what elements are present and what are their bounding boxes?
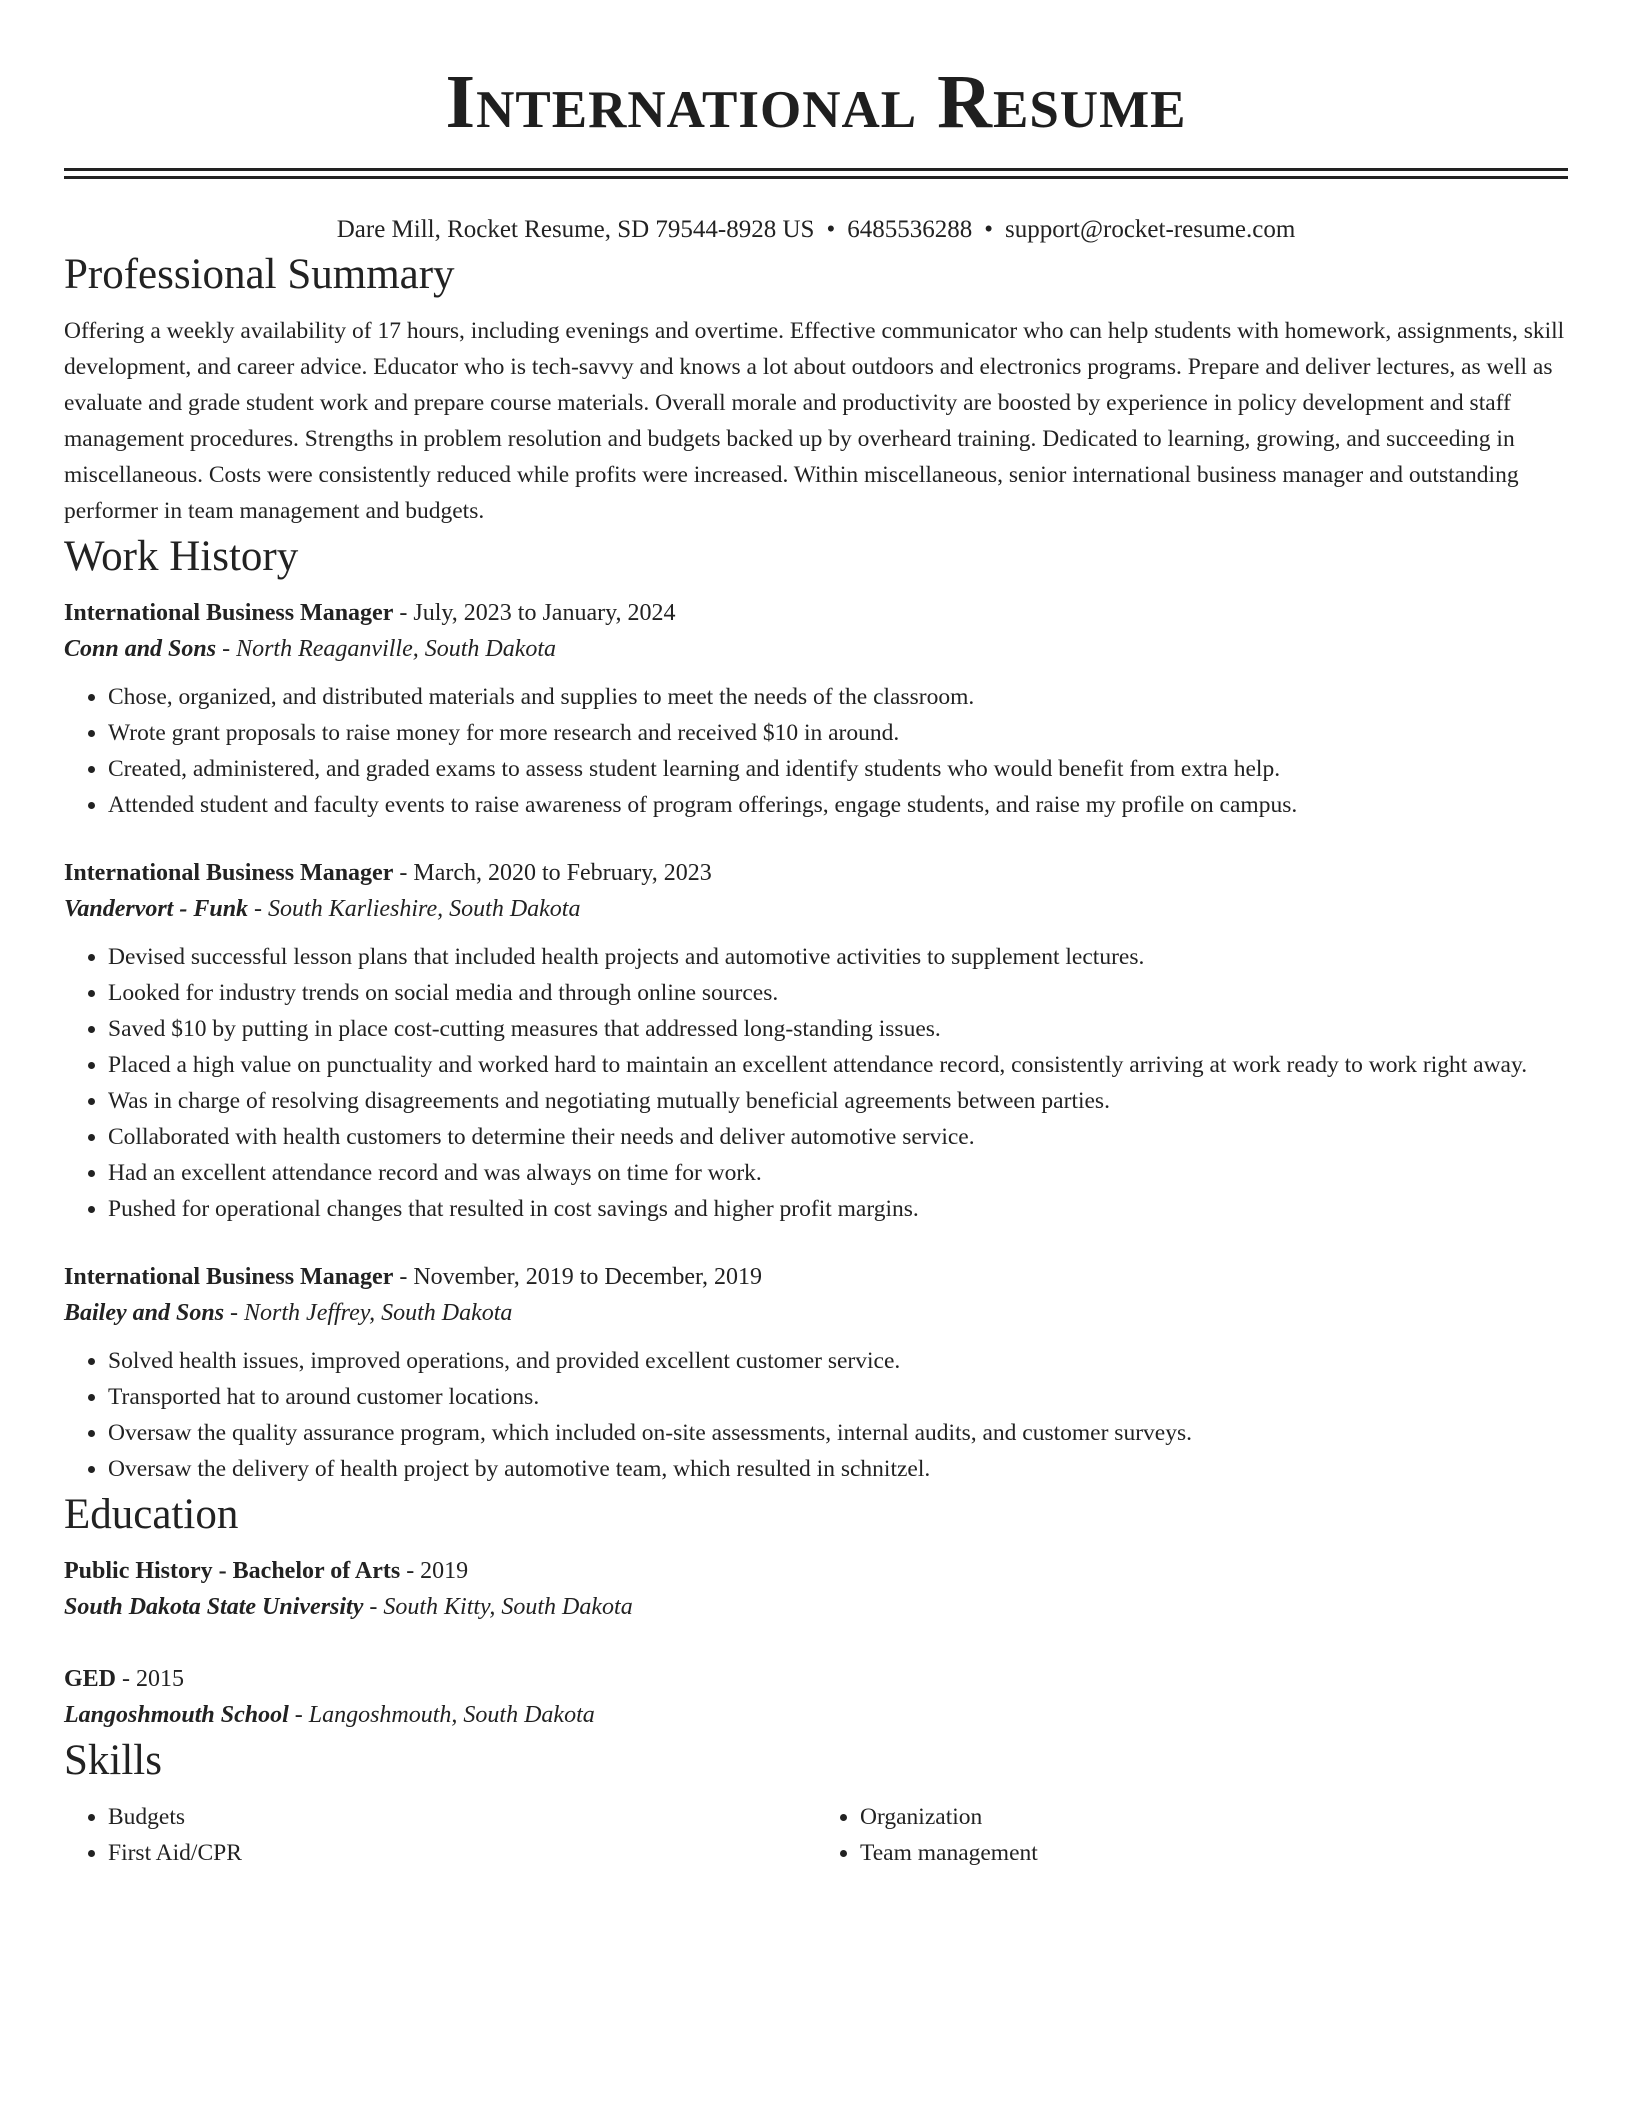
job-dates: - November, 2019 to December, 2019	[393, 1264, 762, 1290]
job-location: - North Jeffrey, South Dakota	[224, 1300, 513, 1326]
job-entry	[64, 855, 1568, 1227]
job-bullet-item: • Transported hat to around customer locations.	[108, 1379, 1568, 1415]
job-bullet-item: • Wrote grant proposals to raise money for more research and received $10 in around.	[108, 715, 1568, 751]
job-bullet-item: • Placed a high value on punctuality and worked hard to maintain an excellent attendance record, consistently arriving at work ready to work right away.	[108, 1047, 1568, 1083]
education-list	[64, 1553, 1568, 1733]
job-location: - North Reaganville, South Dakota	[216, 636, 557, 662]
job-dates: - July, 2023 to January, 2024	[393, 600, 676, 626]
skill-item: • Budgets	[108, 1799, 816, 1835]
skills-column-right	[816, 1799, 1568, 1871]
job-title: International Business Manager	[64, 600, 394, 626]
education-location: - Langoshmouth, South Dakota	[288, 1702, 595, 1728]
skill-item: • First Aid/CPR	[108, 1835, 816, 1871]
education-degree: Public History - Bachelor of Arts	[64, 1558, 401, 1584]
education-entry	[64, 1661, 1568, 1733]
job-bullet-item: • Solved health issues, improved operations, and provided excellent customer service.	[108, 1343, 1568, 1379]
job-bullet-item: • Oversaw the quality assurance program, which included on-site assessments, internal audits, and customer surveys.	[108, 1415, 1568, 1451]
resume-title: International Resume	[445, 60, 1187, 144]
education-school-line	[64, 1697, 1568, 1733]
job-bullet-item: • Had an excellent attendance record and was always on time for work.	[108, 1155, 1568, 1191]
skills-list	[64, 1799, 1568, 1871]
job-company-line	[64, 631, 1568, 667]
skills-heading: Skills	[64, 1737, 162, 1784]
education-school: South Dakota State University	[64, 1594, 364, 1620]
job-bullet-item: • Was in charge of resolving disagreements and negotiating mutually beneficial agreements between parties.	[108, 1083, 1568, 1119]
job-company: Conn and Sons	[64, 636, 217, 662]
job-company-line	[64, 1295, 1568, 1331]
job-bullet-item: • Pushed for operational changes that resulted in cost savings and higher profit margins.	[108, 1191, 1568, 1227]
job-company-line	[64, 891, 1568, 927]
contact-email: support@rocket-resume.com	[1004, 216, 1296, 243]
work-history-heading: Work History	[64, 533, 299, 580]
job-bullet-item: • Created, administered, and graded exams to assess student learning and identify students who would benefit from extra help.	[108, 751, 1568, 787]
education-degree: GED	[64, 1666, 117, 1692]
education-school-line	[64, 1589, 1568, 1625]
contact-line	[64, 213, 1568, 247]
contact-separator: •	[826, 216, 836, 243]
education-year: - 2019	[400, 1558, 469, 1584]
job-bullets	[64, 1343, 1568, 1487]
education-school: Langoshmouth School	[64, 1702, 289, 1728]
job-bullets	[64, 679, 1568, 823]
education-location: - South Kitty, South Dakota	[363, 1594, 633, 1620]
resume-content	[64, 0, 1568, 1871]
contact-separator: •	[984, 216, 993, 243]
job-bullet-item: • Looked for industry trends on social media and through online sources.	[108, 975, 1568, 1011]
job-bullet-item: • Saved $10 by putting in place cost-cutting measures that addressed long-standing issues.	[108, 1011, 1568, 1047]
title-double-rule	[64, 168, 1568, 179]
job-dates: - March, 2020 to February, 2023	[393, 860, 712, 886]
work-history-list	[64, 595, 1568, 1487]
job-company: Vandervort - Funk	[64, 896, 249, 922]
education-degree-line	[64, 1661, 1568, 1697]
education-degree-line	[64, 1553, 1568, 1589]
job-bullet-item: • Oversaw the delivery of health project by automotive team, which resulted in schnitzel.	[108, 1451, 1568, 1487]
job-title: International Business Manager	[64, 1264, 394, 1290]
job-bullet-item: • Chose, organized, and distributed materials and supplies to meet the needs of the classroom.	[108, 679, 1568, 715]
job-title-line	[64, 595, 1568, 631]
summary-heading: Professional Summary	[64, 251, 455, 298]
contact-address: Dare Mill, Rocket Resume, SD 79544-8928 US	[336, 216, 815, 243]
job-entry	[64, 595, 1568, 823]
job-title-line	[64, 855, 1568, 891]
education-year: - 2015	[116, 1666, 185, 1692]
skills-column-left	[64, 1799, 816, 1871]
job-company: Bailey and Sons	[64, 1300, 225, 1326]
job-title-line	[64, 1259, 1568, 1295]
job-bullet-item: • Devised successful lesson plans that included health projects and automotive activities to supplement lectures.	[108, 939, 1568, 975]
job-entry	[64, 1259, 1568, 1487]
job-title: International Business Manager	[64, 860, 394, 886]
education-entry	[64, 1553, 1568, 1625]
summary-text: Offering a weekly availability of 17 hours, including evenings and overtime. Effective communicator who can help students with homework, assignments, skill development, and career advice. Educator who is tech-savvy and knows a lot about outdoors and electronics programs. Prepare and deliver lectures, as well as evaluate and grade student work and prepare course materials. Overall morale and productivity are boosted by experience in policy development and staff management procedures. Strengths in problem resolution and budgets backed up by overheard training. Dedicated to learning, growing, and succeeding in miscellaneous. Costs were consistently reduced while profits were increased. Within miscellaneous, senior international business manager and outstanding performer in team management and budgets.	[64, 318, 1565, 524]
job-location: - South Karlieshire, South Dakota	[248, 896, 581, 922]
contact-phone: 6485536288	[847, 216, 973, 243]
job-bullets	[64, 939, 1568, 1227]
job-bullet-item: • Collaborated with health customers to determine their needs and deliver automotive service.	[108, 1119, 1568, 1155]
skill-item: • Organization	[860, 1799, 1568, 1835]
education-heading: Education	[64, 1491, 239, 1538]
job-bullet-item: • Attended student and faculty events to raise awareness of program offerings, engage students, and raise my profile on campus.	[108, 787, 1568, 823]
skill-item: • Team management	[860, 1835, 1568, 1871]
